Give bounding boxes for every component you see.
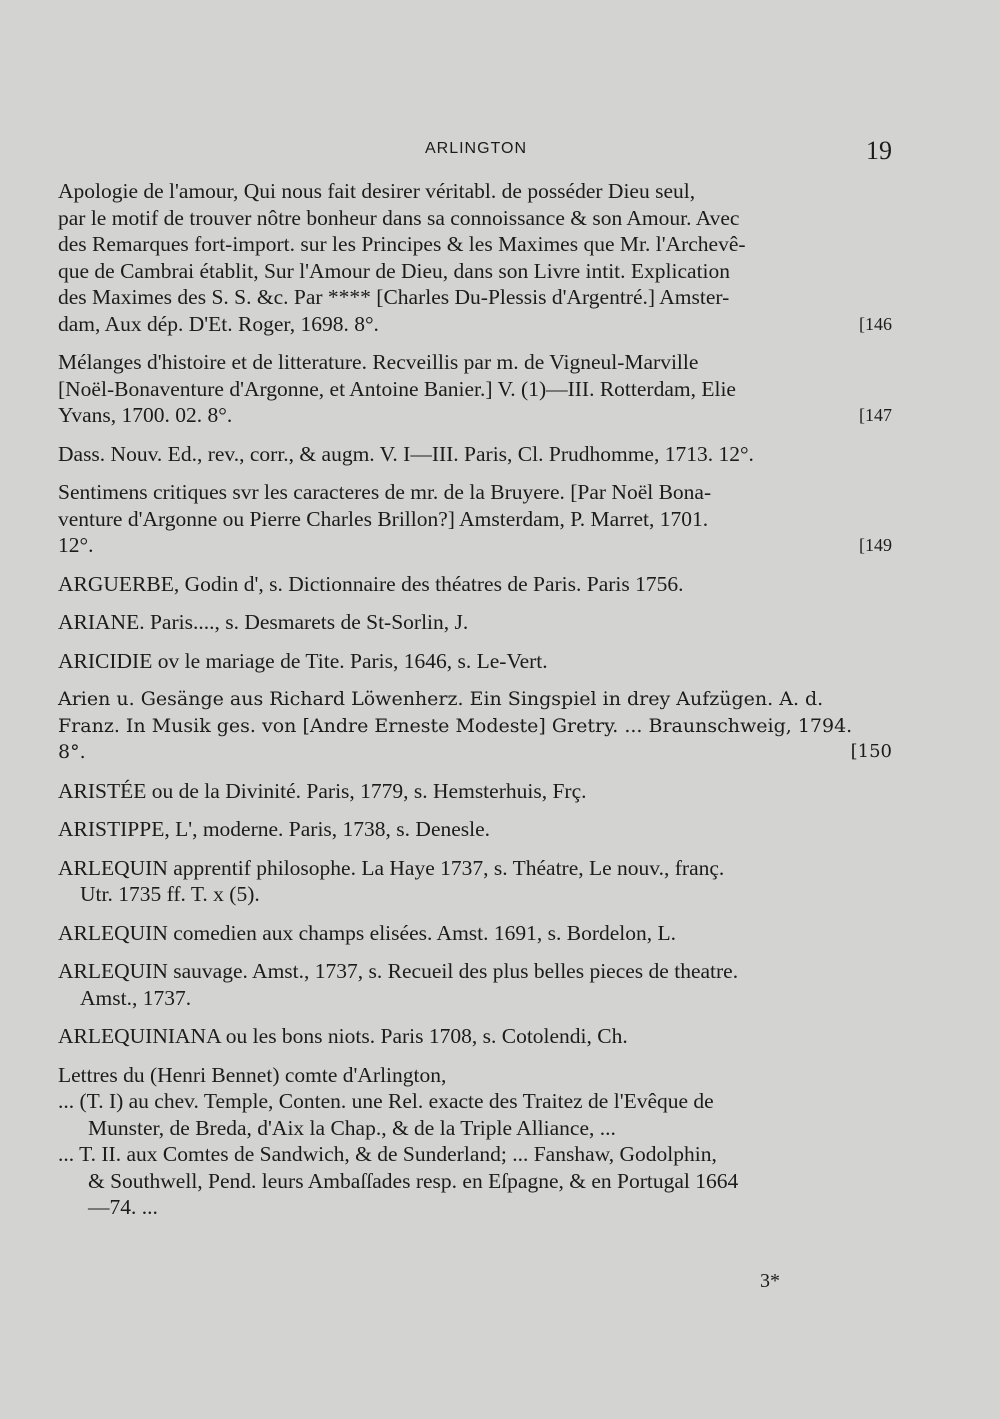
entry-line: Amst., 1737. (80, 985, 192, 1010)
entry-line: Dass. Nouv. Ed., rev., corr., & augm. V. I—III. Paris, Cl. Prudhomme, 1713. 12°. (58, 441, 754, 466)
entry-line: ARLEQUIN sauvage. Amst., 1737, s. Recueil des plus belles pieces de theatre. (58, 959, 739, 983)
entry-arlequin-sauvage (58, 958, 892, 1011)
entry-line-text: 8°. (58, 741, 86, 763)
entry-line: ARLEQUINIANA ou les bons niots. Paris 1708, s. Cotolendi, Ch. (58, 1024, 628, 1048)
entry-aristee (58, 778, 892, 805)
entry-line: ... (T. I) au chev. Temple, Conten. une Rel. exacte des Traitez de l'Evêque de (58, 1089, 714, 1113)
entry-sentimens (58, 479, 892, 559)
entry-line: ARIANE. Paris...., s. Desmarets de St-Sorlin, J. (58, 610, 469, 634)
entry-aristippe (58, 816, 892, 843)
entry-line-text: Yvans, 1700. 02. 8°. (58, 403, 233, 427)
entry-ref-number: [149 (859, 535, 892, 555)
entry-line: ARGUERBE, Godin d', s. Dictionnaire des théatres de Paris. Paris 1756. (58, 571, 684, 596)
entry-ref-number: [150 (850, 741, 892, 762)
entry-aricidie (58, 648, 892, 675)
entry-line: —74. ... (88, 1195, 158, 1219)
running-title: ARLINGTON (424, 140, 528, 157)
entry-line: Arien u. Gesänge aus Richard Löwenherz. Ein Singspiel in drey Aufzügen. A. d. (58, 688, 824, 710)
entry-line: ARLEQUIN apprentif philosophe. La Haye 1737, s. Théatre, Le nouv., franç. (58, 855, 725, 880)
entry-dass (58, 441, 892, 468)
entry-line: par le motif de trouver nôtre bonheur dans sa connoissance & son Amour. Avec (58, 205, 740, 230)
page-number: 19 (866, 136, 892, 165)
entry-line: ARICIDIE ov le mariage de Tite. Paris, 1646, s. Le-Vert. (58, 648, 548, 673)
entry-line: ARISTÉE ou de la Divinité. Paris, 1779, s. Hemsterhuis, Frç. (58, 778, 587, 803)
entry-line-text: 12°. (58, 533, 94, 557)
entry-line: ... T. II. aux Comtes de Sandwich, & de Sunderland; ... Fanshaw, Godolphin, (58, 1142, 717, 1166)
entry-arien (58, 686, 892, 766)
entry-line: des Remarques fort-import. sur les Principes & les Maximes que Mr. l'Archevê- (58, 232, 746, 256)
entry-arguerbe (58, 571, 892, 598)
entry-ref-number: [146 (859, 313, 892, 334)
entry-arlequin-comedien (58, 920, 892, 947)
entry-line (58, 532, 892, 559)
entry-line-text: dam, Aux dép. D'Et. Roger, 1698. 8°. (58, 311, 379, 336)
entry-line: Sentimens critiques svr les caracteres de mr. de la Bruyere. [Par Noël Bona- (58, 480, 712, 504)
entry-line: Utr. 1735 ff. T. x (5). (80, 882, 260, 906)
entry-line: des Maximes des S. S. &c. Par **** [Charles Du-Plessis d'Argentré.] Amster- (58, 285, 730, 309)
running-header (60, 136, 892, 166)
entry-arlequiniana (58, 1023, 892, 1050)
entry-line: ARISTIPPE, L', moderne. Paris, 1738, s. Denesle. (58, 817, 491, 841)
entry-ref-number: [147 (859, 405, 892, 425)
entry-ariane (58, 609, 892, 636)
entry-line (58, 739, 892, 766)
entry-line: [Noël-Bonaventure d'Argonne, et Antoine Banier.] V. (1)—III. Rotterdam, Elie (58, 376, 736, 401)
entry-apologie (58, 178, 892, 337)
entry-line: Franz. In Musik ges. von [Andre Erneste Modeste] Gretry. ... Braunschweig, 1794. (58, 714, 853, 737)
entry-line: que de Cambrai établit, Sur l'Amour de Dieu, dans son Livre intit. Explication (58, 258, 731, 283)
entry-line: venture d'Argonne ou Pierre Charles Brillon?] Amsterdam, P. Marret, 1701. (58, 506, 709, 531)
entry-line: Mélanges d'histoire et de litterature. Recveillis par m. de Vigneul-Marville (58, 350, 699, 374)
entry-line: ARLEQUIN comedien aux champs elisées. Amst. 1691, s. Bordelon, L. (58, 920, 677, 945)
entry-line: Lettres du (Henri Bennet) comte d'Arlington, (58, 1062, 447, 1087)
entry-line: Apologie de l'amour, Qui nous fait desirer véritabl. de posséder Dieu seul, (58, 179, 696, 203)
entry-line: Munster, de Breda, d'Aix la Chap., & de la Triple Alliance, ... (88, 1115, 616, 1140)
entry-line (58, 311, 892, 338)
entry-melanges (58, 349, 892, 429)
entry-arlequin-philosophe (58, 855, 892, 908)
entry-line: & Southwell, Pend. leurs Ambaſſades resp. en Eſpagne, & en Portugal 1664 (88, 1168, 739, 1193)
bibliography-body (58, 178, 892, 1233)
signature-mark: 3* (760, 1270, 780, 1292)
entry-line (58, 402, 892, 429)
entry-lettres-arlington (58, 1062, 892, 1221)
